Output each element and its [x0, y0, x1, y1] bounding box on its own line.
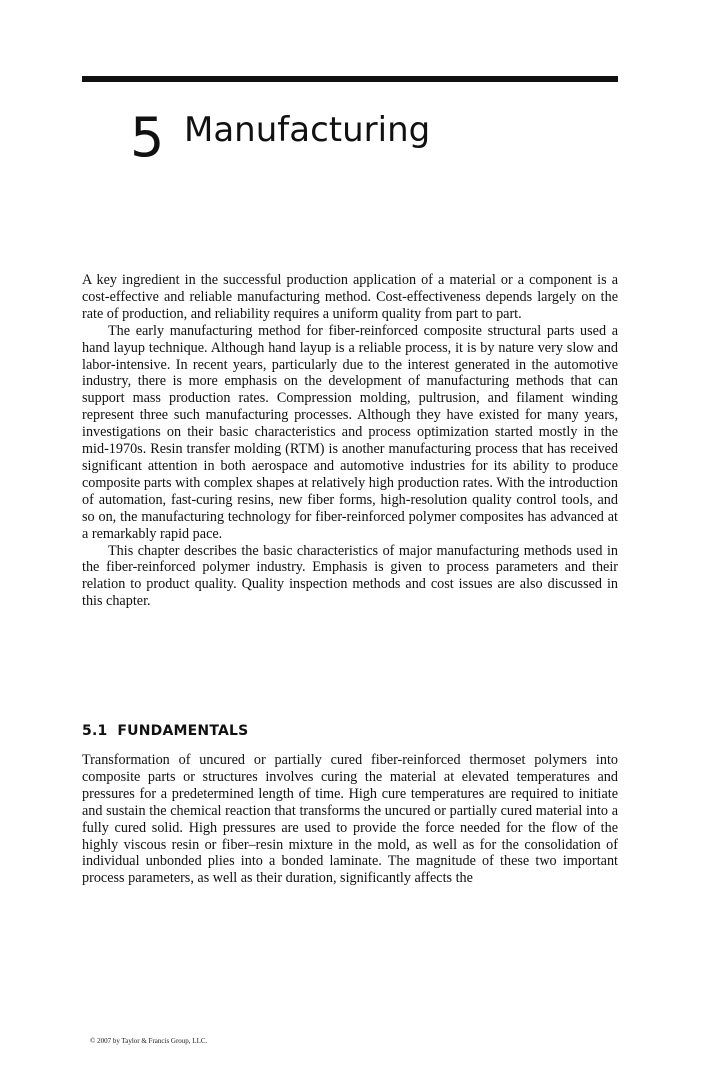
section-number: 5.1	[82, 723, 108, 739]
chapter-title: Manufacturing	[184, 110, 431, 150]
chapter-top-rule	[82, 76, 618, 82]
intro-paragraph: This chapter describes the basic characteristics of major manufacturing methods used in the fiber-reinforced polymer industry. Emphasis is given to process parameters and their relation to product quality. Quality inspection methods and cost issues are also discussed in this chapter.	[82, 542, 618, 610]
section-text	[82, 752, 618, 887]
intro-paragraph: A key ingredient in the successful production application of a material or a component is a cost-effective and reliable manufacturing method. Cost-effectiveness depends largely on the rate of production, and reliability requires a uniform quality from part to part.	[82, 272, 618, 322]
chapter-heading	[130, 98, 610, 188]
copyright-footer: © 2007 by Taylor & Francis Group, LLC.	[90, 1037, 208, 1045]
chapter-number: 5	[130, 106, 165, 169]
section-heading	[82, 722, 248, 740]
intro-paragraph: The early manufacturing method for fiber-reinforced composite structural parts used a hand layup technique. Although hand layup is a reliable process, it is by nature very slow and labor-intensive. In recent years, particularly due to the interest generated in the automotive industry, there is more emphasis on the development of manufacturing methods that can support mass production rates. Compression molding, pultrusion, and filament winding represent three such manufacturing processes. Although they have existed for many years, investigations on their basic characteristics and process optimization started mostly in the mid-1970s. Resin transfer molding (RTM) is another manufacturing process that has received significant attention in both aerospace and automotive industries for its ability to produce composite parts with complex shapes at relatively high production rates. With the introduction of automation, fast-curing resins, new fiber forms, high-resolution quality control tools, and so on, the manufacturing technology for fiber-reinforced polymer composites has advanced at a remarkably rapid pace.	[82, 322, 618, 542]
section-paragraph: Transformation of uncured or partially cured fiber-reinforced thermoset polymers into composite parts or structures involves curing the material at elevated temperatures and pressures for a predetermined length of time. High cure temperatures are required to initiate and sustain the chemical reaction that transforms the uncured or partially cured material into a fully cured solid. High pressures are used to provide the force needed for the flow of the highly viscous resin or fiber–resin mixture in the mold, as well as for the consolidation of individual unbonded plies into a bonded laminate. The magnitude of these two important process parameters, as well as their duration, significantly affects the	[82, 752, 618, 887]
intro-text	[82, 272, 618, 610]
section-title: FUNDAMENTALS	[117, 723, 249, 739]
